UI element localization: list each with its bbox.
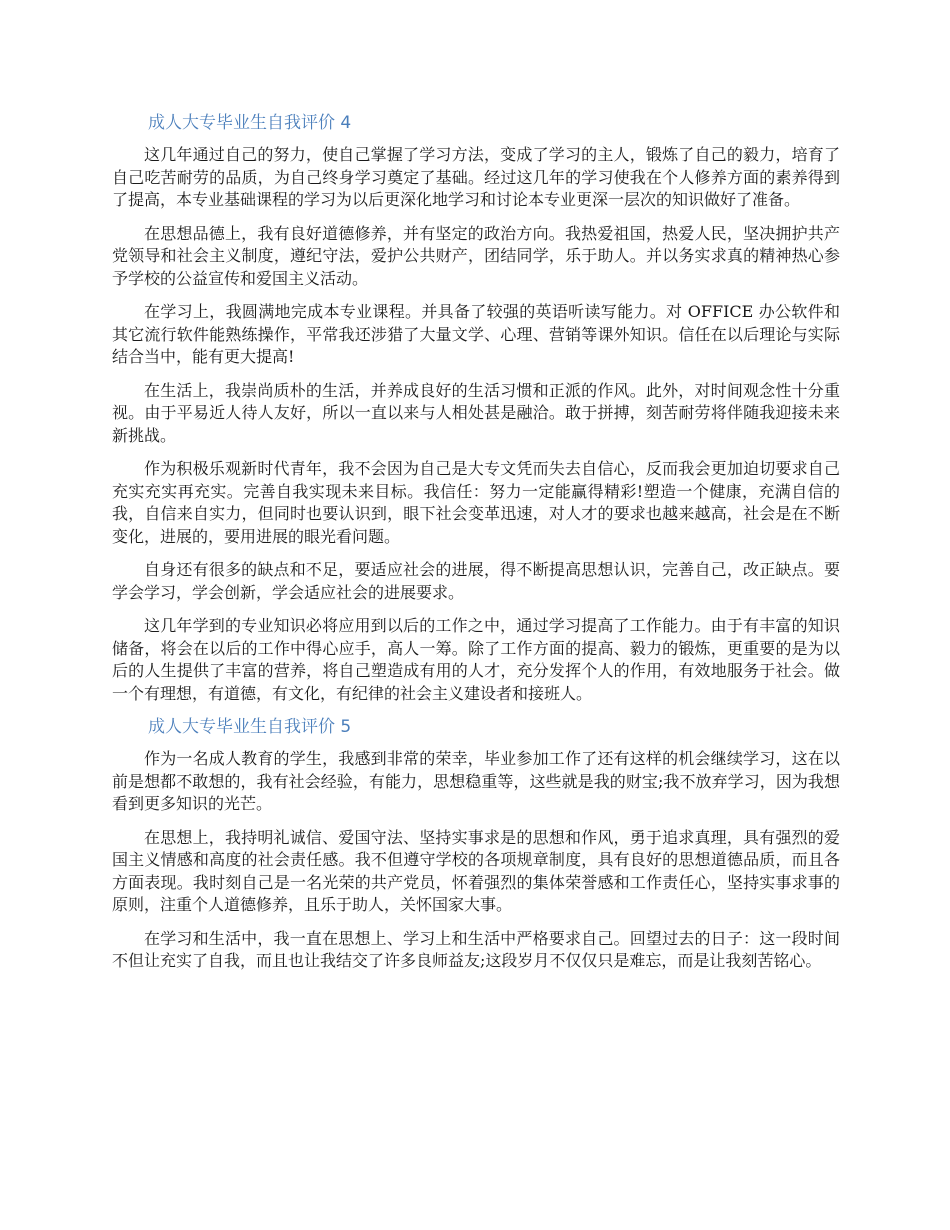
section-heading: 成人大专毕业生自我评价 4 <box>148 113 352 133</box>
paragraph: 在生活上，我崇尚质朴的生活，并养成良好的生活习惯和正派的作风。此外，对时间观念性十分重视。由于平易近人待人友好，所以一直以来与人相处甚是融洽。敢于拼搏，刻苦耐劳将伴随我迎接未来新挑战。 <box>112 380 840 445</box>
section-evaluation-4 <box>112 112 840 705</box>
paragraph: 自身还有很多的缺点和不足，要适应社会的进展，得不断提高思想认识，完善自己，改正缺点。要学会学习，学会创新，学会适应社会的进展要求。 <box>112 560 840 602</box>
paragraph: 这几年通过自己的努力，使自己掌握了学习方法，变成了学习的主人，锻炼了自己的毅力，培育了自己吃苦耐劳的品质，为自己终身学习奠定了基础。经过这几年的学习使我在个人修养方面的素养得到了提高，本专业基础课程的学习为以后更深化地学习和讨论本专业更深一层次的知识做好了准备。 <box>112 145 840 209</box>
paragraph: 在学习上，我圆满地完成本专业课程。并具备了较强的英语听读写能力。对 OFFICE 办公软件和其它流行软件能熟练操作，平常我还涉猎了大量文学、心理、营销等课外知识。信任在以后理论与实际结合当中，能有更大提高! <box>112 302 840 366</box>
section-evaluation-5 <box>112 716 840 973</box>
paragraph: 作为积极乐观新时代青年，我不会因为自己是大专文凭而失去自信心，反而我会更加迫切要求自己充实充实再充实。完善自我实现未来目标。我信任：努力一定能赢得精彩!塑造一个健康，充满自信的我，自信来自实力，但同时也要认识到，眼下社会变革迅速，对人才的要求也越来越高，社会是在不断变化，进展的，要用进展的眼光看问题。 <box>112 459 840 546</box>
paragraph: 这几年学到的专业知识必将应用到以后的工作之中，通过学习提高了工作能力。由于有丰富的知识储备，将会在以后的工作中得心应手，高人一筹。除了工作方面的提高、毅力的锻炼，更重要的是为以后的人生提供了丰富的营养，将自己塑造成有用的人才，充分发挥个人的作用，有效地服务于社会。做一个有理想，有道德，有文化，有纪律的社会主义建设者和接班人。 <box>112 616 840 703</box>
paragraph: 在思想品德上，我有良好道德修养，并有坚定的政治方向。我热爱祖国，热爱人民，坚决拥护共产党领导和社会主义制度，遵纪守法，爱护公共财产，团结同学，乐于助人。并以务实求真的精神热心参予学校的公益宣传和爱国主义活动。 <box>112 223 840 288</box>
paragraph: 作为一名成人教育的学生，我感到非常的荣幸，毕业参加工作了还有这样的机会继续学习，这在以前是想都不敢想的，我有社会经验，有能力，思想稳重等，这些就是我的财宝;我不放弃学习，因为我想看到更多知识的光芒。 <box>112 749 840 813</box>
paragraph: 在学习和生活中，我一直在思想上、学习上和生活中严格要求自己。回望过去的日子：这一段时间不但让充实了自我，而且也让我结交了许多良师益友;这段岁月不仅仅只是难忘，而是让我刻苦铭心。 <box>112 928 840 970</box>
paragraph: 在思想上，我持明礼诚信、爱国守法、坚持实事求是的思想和作风，勇于追求真理，具有强烈的爱国主义情感和高度的社会责任感。我不但遵守学校的各项规章制度，具有良好的思想道德品质，而且各方面表现。我时刻自己是一名光荣的共产党员，怀着强烈的集体荣誉感和工作责任心，坚持实事求事的原则，注重个人道德修养，且乐于助人，关怀国家大事。 <box>112 827 840 914</box>
document-page <box>112 112 840 984</box>
section-heading: 成人大专毕业生自我评价 5 <box>148 717 352 737</box>
